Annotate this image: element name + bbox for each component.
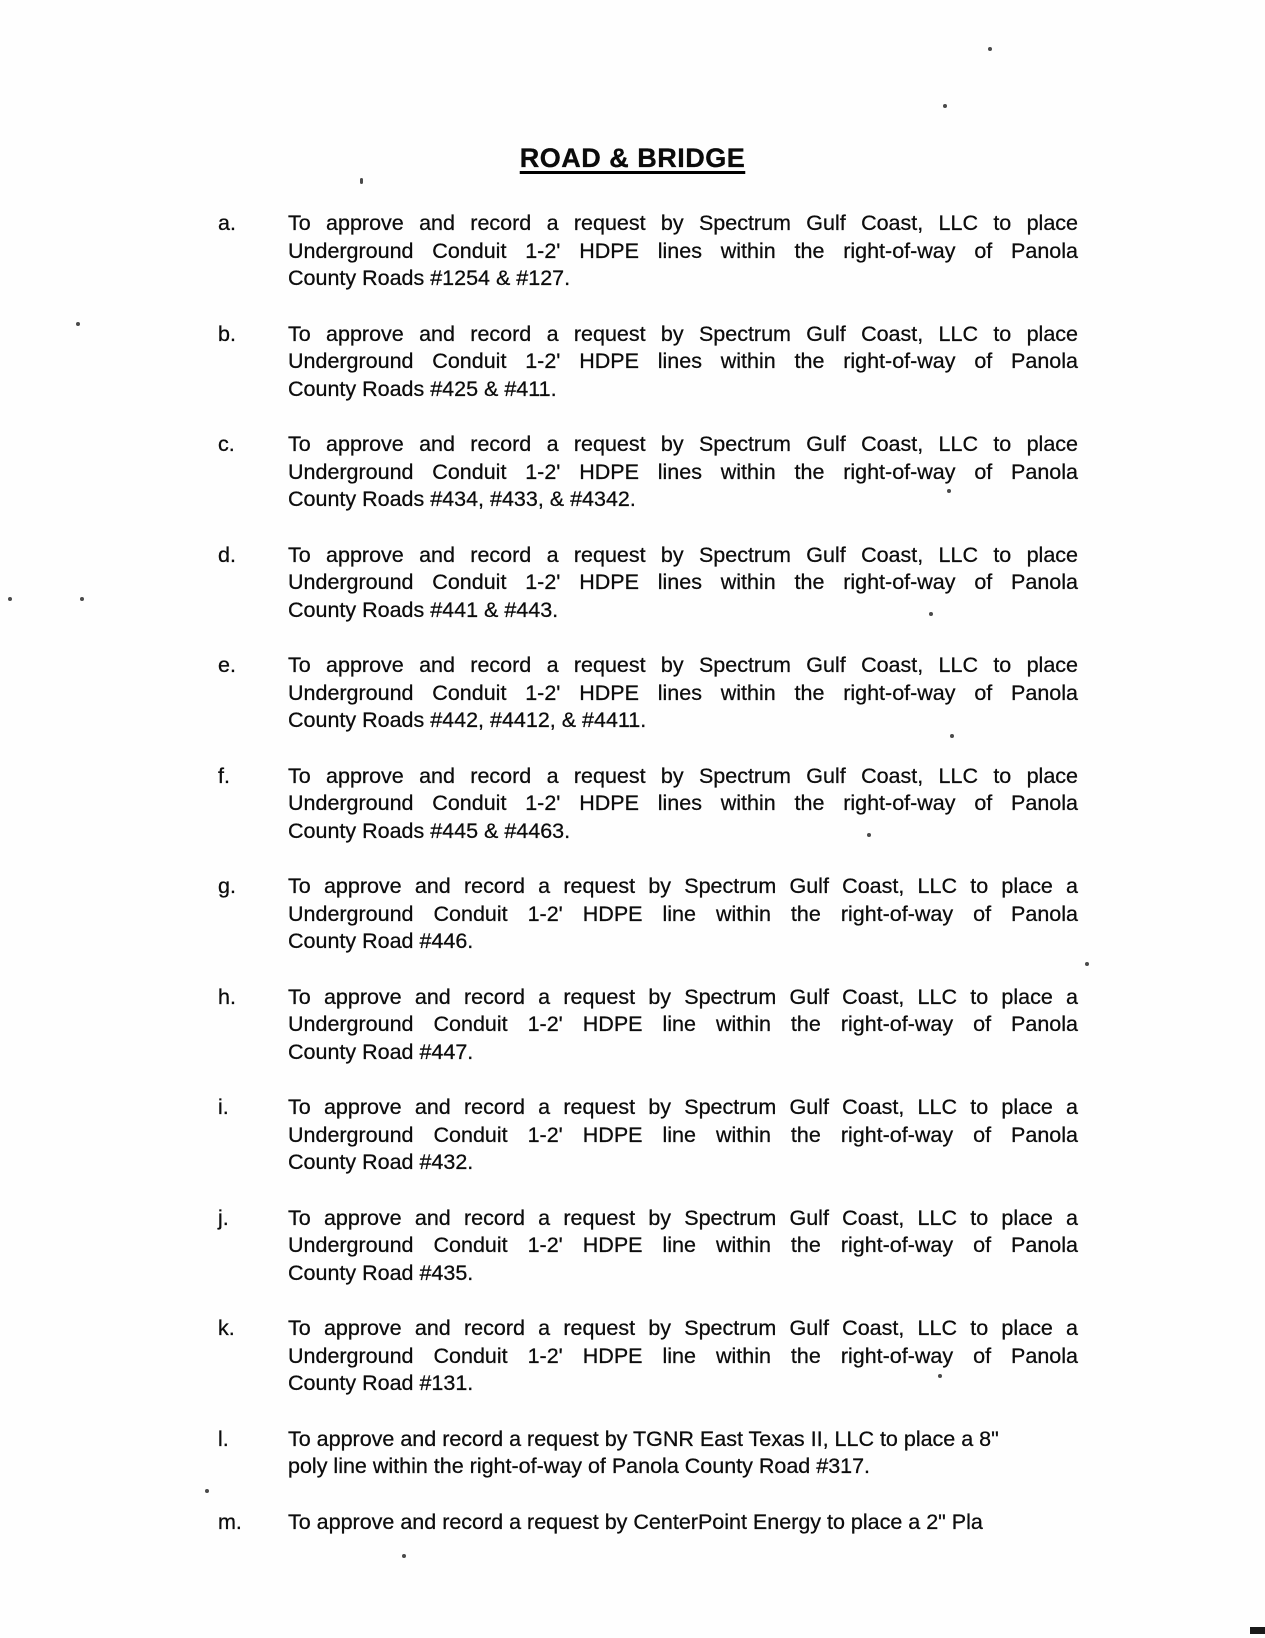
item-line: Underground Conduit 1-2' HDPE lines within the right-of-way of Panola xyxy=(288,680,1078,705)
item-line: To approve and record a request by TGNR East Texas II, LLC to place a 8" xyxy=(288,1426,999,1451)
item-line: County Road #446. xyxy=(288,929,474,953)
item-line: Underground Conduit 1-2' HDPE lines within the right-of-way of Panola xyxy=(288,570,1078,594)
agenda-item-g xyxy=(218,873,1078,956)
item-text xyxy=(288,652,1078,735)
scan-artifact xyxy=(943,104,947,108)
agenda-item-h xyxy=(218,984,1078,1067)
scan-artifact xyxy=(205,1489,209,1493)
item-line: To approve and record a request by CenterPoint Energy to place a 2" Pla xyxy=(288,1509,983,1534)
scan-artifact xyxy=(402,1554,406,1558)
agenda-item-f xyxy=(218,763,1078,846)
item-letter: j. xyxy=(218,1205,229,1230)
item-line: To approve and record a request by Spectrum Gulf Coast, LLC to place xyxy=(288,542,1078,567)
item-text xyxy=(288,873,1078,956)
item-line: Underground Conduit 1-2' HDPE lines within the right-of-way of Panola xyxy=(288,238,1078,263)
item-text xyxy=(288,210,1078,293)
item-line: County Roads #1254 & #127. xyxy=(288,266,571,290)
item-line: To approve and record a request by Spectrum Gulf Coast, LLC to place a xyxy=(288,1316,1078,1340)
scan-artifact xyxy=(1250,1627,1265,1634)
scan-artifact xyxy=(8,597,12,601)
agenda-item-k xyxy=(218,1315,1078,1398)
scan-artifact xyxy=(947,489,951,493)
item-line: County Roads #442, #4412, & #4411. xyxy=(288,708,647,732)
item-line: To approve and record a request by Spectrum Gulf Coast, LLC to place xyxy=(288,432,1078,456)
item-text xyxy=(288,1315,1078,1398)
scan-artifact xyxy=(867,833,871,837)
item-line: County Roads #434, #433, & #4342. xyxy=(288,487,636,511)
item-letter: g. xyxy=(218,874,236,898)
scan-artifact xyxy=(938,1374,942,1378)
item-letter: a. xyxy=(218,211,236,235)
item-line: Underground Conduit 1-2' HDPE lines within the right-of-way of Panola xyxy=(288,791,1078,815)
agenda-item-list xyxy=(218,210,1078,1536)
item-letter: k. xyxy=(218,1316,235,1340)
item-letter: f. xyxy=(218,763,230,788)
item-line: To approve and record a request by Spectrum Gulf Coast, LLC to place a xyxy=(288,1205,1078,1230)
item-letter: c. xyxy=(218,432,235,456)
agenda-item-b xyxy=(218,321,1078,404)
item-line: County Road #432. xyxy=(288,1150,474,1174)
item-text xyxy=(288,1426,1078,1481)
item-text xyxy=(288,321,1078,404)
item-text xyxy=(288,431,1078,514)
item-letter: e. xyxy=(218,653,236,677)
item-letter: i. xyxy=(218,1095,229,1119)
agenda-item-e xyxy=(218,652,1078,735)
scan-artifact xyxy=(360,178,363,184)
scan-artifact xyxy=(80,597,84,601)
item-line: To approve and record a request by Spectrum Gulf Coast, LLC to place a xyxy=(288,874,1078,898)
item-letter: m. xyxy=(218,1509,242,1534)
item-line: County Road #447. xyxy=(288,1039,474,1064)
item-text xyxy=(288,1094,1078,1177)
scan-artifact xyxy=(76,322,80,326)
item-line: To approve and record a request by Spectrum Gulf Coast, LLC to place xyxy=(288,763,1078,788)
item-line: County Road #131. xyxy=(288,1371,474,1395)
item-line: To approve and record a request by Spectrum Gulf Coast, LLC to place a xyxy=(288,984,1078,1009)
agenda-item-j xyxy=(218,1205,1078,1288)
item-letter: b. xyxy=(218,321,236,346)
scan-artifact xyxy=(929,612,933,616)
scan-artifact xyxy=(1085,962,1089,966)
item-letter: h. xyxy=(218,984,236,1009)
item-line: Underground Conduit 1-2' HDPE lines within the right-of-way of Panola xyxy=(288,459,1078,484)
item-line: To approve and record a request by Spectrum Gulf Coast, LLC to place xyxy=(288,211,1078,235)
scan-artifact xyxy=(988,47,992,51)
agenda-item-m xyxy=(218,1509,1078,1537)
agenda-item-i xyxy=(218,1094,1078,1177)
agenda-item-c xyxy=(218,431,1078,514)
agenda-item-a xyxy=(218,210,1078,293)
item-line: County Roads #445 & #4463. xyxy=(288,818,571,843)
item-line: County Roads #441 & #443. xyxy=(288,597,559,622)
section-title: ROAD & BRIDGE xyxy=(519,143,746,173)
item-letter: d. xyxy=(218,542,236,567)
item-line: Underground Conduit 1-2' HDPE line within the right-of-way of Panola xyxy=(288,1122,1078,1147)
item-line: County Road #435. xyxy=(288,1260,474,1285)
item-line: Underground Conduit 1-2' HDPE line within the right-of-way of Panola xyxy=(288,1343,1078,1368)
item-line: poly line within the right-of-way of Panola County Road #317. xyxy=(288,1454,871,1478)
item-line: To approve and record a request by Spectrum Gulf Coast, LLC to place xyxy=(288,321,1078,346)
item-text xyxy=(288,1509,1078,1537)
item-text xyxy=(288,542,1078,625)
item-line: Underground Conduit 1-2' HDPE line within the right-of-way of Panola xyxy=(288,901,1078,926)
agenda-item-l xyxy=(218,1426,1078,1481)
item-line: To approve and record a request by Spectrum Gulf Coast, LLC to place a xyxy=(288,1095,1078,1119)
item-letter: l. xyxy=(218,1426,229,1451)
item-line: Underground Conduit 1-2' HDPE lines within the right-of-way of Panola xyxy=(288,349,1078,373)
item-line: County Roads #425 & #411. xyxy=(288,376,557,401)
item-line: Underground Conduit 1-2' HDPE line within the right-of-way of Panola xyxy=(288,1233,1078,1257)
item-text xyxy=(288,1205,1078,1288)
item-line: Underground Conduit 1-2' HDPE line within the right-of-way of Panola xyxy=(288,1012,1078,1036)
item-text xyxy=(288,984,1078,1067)
item-text xyxy=(288,763,1078,846)
scan-artifact xyxy=(950,734,954,738)
item-line: To approve and record a request by Spectrum Gulf Coast, LLC to place xyxy=(288,653,1078,677)
agenda-item-d xyxy=(218,542,1078,625)
